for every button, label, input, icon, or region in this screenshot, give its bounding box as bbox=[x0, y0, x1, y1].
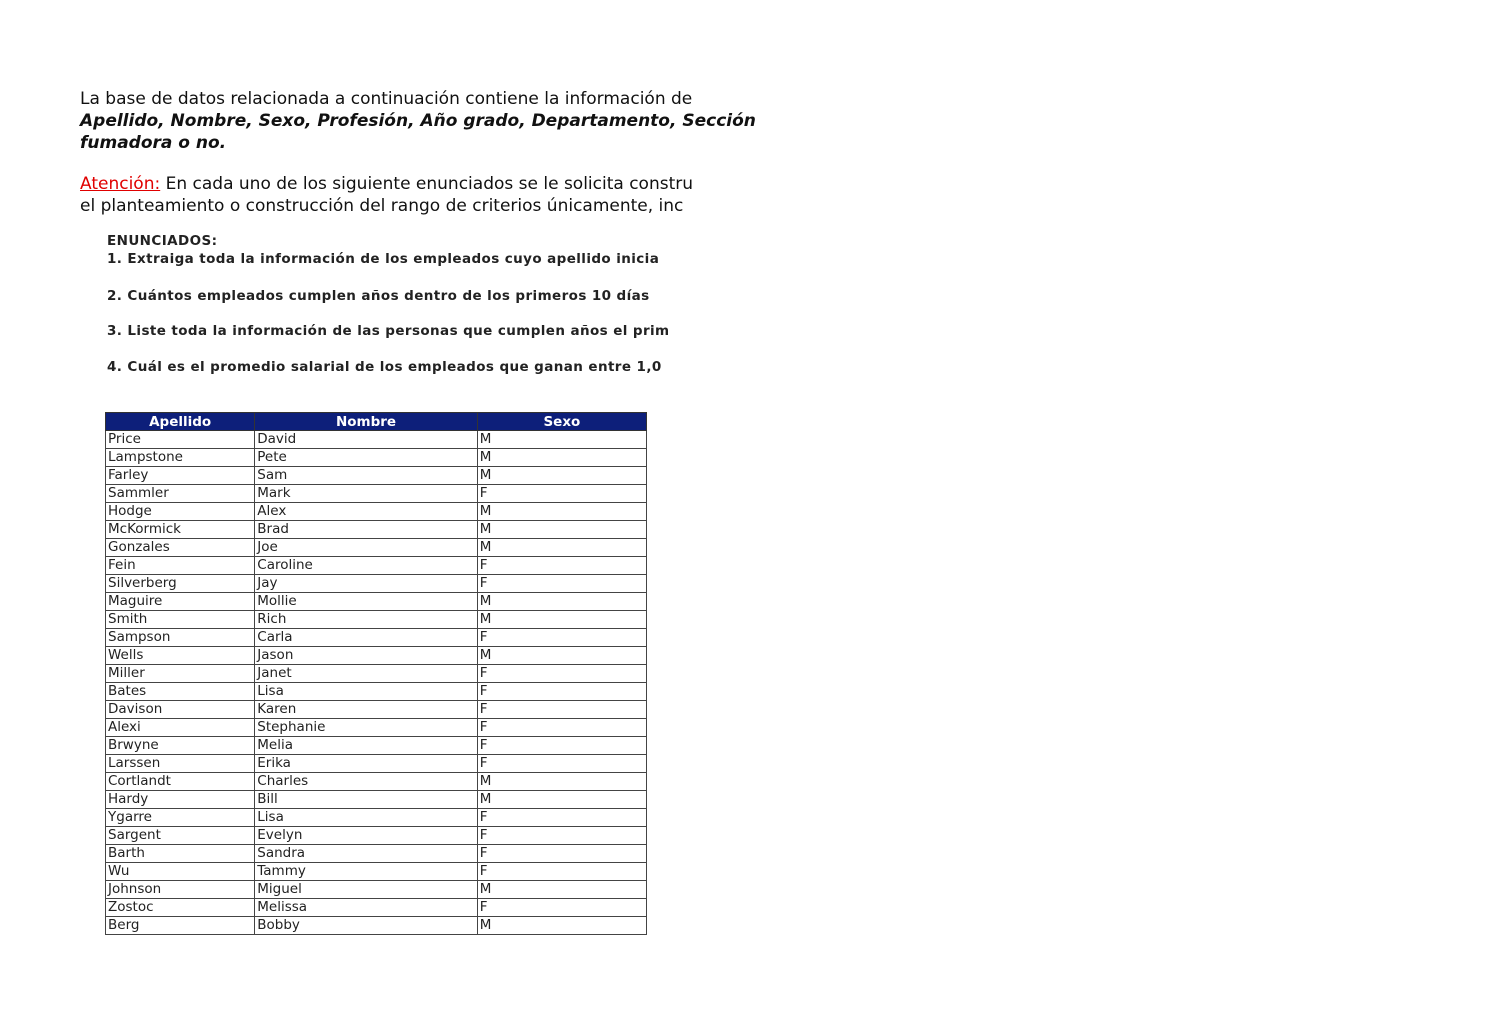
cell-nombre: Lisa bbox=[255, 809, 478, 827]
cell-sexo: M bbox=[477, 539, 646, 557]
table-body bbox=[106, 431, 647, 935]
cell-nombre: Sandra bbox=[255, 845, 478, 863]
cell-apellido: Silverberg bbox=[106, 575, 255, 593]
cell-nombre: Bill bbox=[255, 791, 478, 809]
cell-nombre: Miguel bbox=[255, 881, 478, 899]
intro-line-1: La base de datos relacionada a continuación contiene la información de bbox=[80, 89, 693, 109]
column-header-sexo: Sexo bbox=[477, 413, 646, 431]
cell-sexo: F bbox=[477, 557, 646, 575]
table-row bbox=[106, 917, 647, 935]
table-row bbox=[106, 809, 647, 827]
cell-nombre: Sam bbox=[255, 467, 478, 485]
table-row bbox=[106, 467, 647, 485]
table-row bbox=[106, 827, 647, 845]
cell-apellido: Sammler bbox=[106, 485, 255, 503]
cell-nombre: Evelyn bbox=[255, 827, 478, 845]
attention-label: Atención: bbox=[80, 174, 161, 194]
cell-nombre: Bobby bbox=[255, 917, 478, 935]
cell-apellido: Hodge bbox=[106, 503, 255, 521]
cell-nombre: Jay bbox=[255, 575, 478, 593]
intro-paragraph bbox=[80, 88, 1480, 154]
cell-sexo: M bbox=[477, 449, 646, 467]
cell-apellido: Wells bbox=[106, 647, 255, 665]
cell-nombre: Brad bbox=[255, 521, 478, 539]
table-row bbox=[106, 791, 647, 809]
cell-nombre: Melissa bbox=[255, 899, 478, 917]
table-row bbox=[106, 665, 647, 683]
enunciado-item-1: 1. Extraiga toda la información de los empleados cuyo apellido inicia bbox=[107, 251, 660, 267]
cell-apellido: Davison bbox=[106, 701, 255, 719]
table-row bbox=[106, 593, 647, 611]
enunciados-heading: ENUNCIADOS: bbox=[107, 233, 218, 249]
column-header-nombre: Nombre bbox=[255, 413, 478, 431]
cell-apellido: Berg bbox=[106, 917, 255, 935]
cell-nombre: Joe bbox=[255, 539, 478, 557]
cell-nombre: Tammy bbox=[255, 863, 478, 881]
employees-table bbox=[105, 412, 647, 935]
cell-nombre: Mollie bbox=[255, 593, 478, 611]
table-row bbox=[106, 503, 647, 521]
table-row bbox=[106, 683, 647, 701]
table-row bbox=[106, 431, 647, 449]
table-row bbox=[106, 449, 647, 467]
cell-sexo: M bbox=[477, 431, 646, 449]
cell-sexo: M bbox=[477, 917, 646, 935]
table-row bbox=[106, 611, 647, 629]
cell-apellido: Smith bbox=[106, 611, 255, 629]
cell-nombre: Janet bbox=[255, 665, 478, 683]
cell-apellido: Price bbox=[106, 431, 255, 449]
table-row bbox=[106, 881, 647, 899]
cell-nombre: Charles bbox=[255, 773, 478, 791]
cell-sexo: M bbox=[477, 503, 646, 521]
cell-sexo: M bbox=[477, 611, 646, 629]
cell-apellido: Wu bbox=[106, 863, 255, 881]
cell-nombre: David bbox=[255, 431, 478, 449]
attention-paragraph bbox=[80, 173, 1480, 217]
table-row bbox=[106, 863, 647, 881]
cell-sexo: F bbox=[477, 827, 646, 845]
table-row bbox=[106, 719, 647, 737]
cell-nombre: Karen bbox=[255, 701, 478, 719]
enunciado-item-4: 4. Cuál es el promedio salarial de los empleados que ganan entre 1,0 bbox=[107, 359, 662, 375]
enunciado-item-2: 2. Cuántos empleados cumplen años dentro de los primeros 10 días bbox=[107, 288, 650, 304]
attention-line-1-text: En cada uno de los siguiente enunciados se le solicita constru bbox=[160, 174, 694, 194]
cell-sexo: F bbox=[477, 899, 646, 917]
cell-apellido: Farley bbox=[106, 467, 255, 485]
cell-sexo: F bbox=[477, 683, 646, 701]
cell-apellido: Zostoc bbox=[106, 899, 255, 917]
table-row bbox=[106, 773, 647, 791]
cell-sexo: F bbox=[477, 737, 646, 755]
cell-apellido: Sargent bbox=[106, 827, 255, 845]
attention-line-1 bbox=[80, 173, 1480, 195]
cell-sexo: M bbox=[477, 467, 646, 485]
enunciado-item-3: 3. Liste toda la información de las personas que cumplen años el prim bbox=[107, 323, 670, 339]
cell-sexo: M bbox=[477, 521, 646, 539]
table-header-row bbox=[106, 413, 647, 431]
cell-sexo: M bbox=[477, 791, 646, 809]
table-row bbox=[106, 647, 647, 665]
cell-apellido: Barth bbox=[106, 845, 255, 863]
cell-sexo: F bbox=[477, 863, 646, 881]
cell-sexo: F bbox=[477, 665, 646, 683]
table-row bbox=[106, 521, 647, 539]
cell-apellido: Alexi bbox=[106, 719, 255, 737]
table-row bbox=[106, 485, 647, 503]
cell-nombre: Lisa bbox=[255, 683, 478, 701]
cell-apellido: Bates bbox=[106, 683, 255, 701]
table-row bbox=[106, 755, 647, 773]
cell-apellido: Maguire bbox=[106, 593, 255, 611]
table-row bbox=[106, 575, 647, 593]
column-header-apellido: Apellido bbox=[106, 413, 255, 431]
cell-nombre: Mark bbox=[255, 485, 478, 503]
cell-sexo: F bbox=[477, 809, 646, 827]
cell-sexo: M bbox=[477, 593, 646, 611]
cell-apellido: McKormick bbox=[106, 521, 255, 539]
cell-nombre: Rich bbox=[255, 611, 478, 629]
cell-nombre: Stephanie bbox=[255, 719, 478, 737]
cell-apellido: Sampson bbox=[106, 629, 255, 647]
cell-nombre: Alex bbox=[255, 503, 478, 521]
cell-apellido: Ygarre bbox=[106, 809, 255, 827]
cell-nombre: Jason bbox=[255, 647, 478, 665]
table-row bbox=[106, 629, 647, 647]
cell-apellido: Lampstone bbox=[106, 449, 255, 467]
intro-line-3: fumadora o no. bbox=[80, 133, 227, 153]
table-row bbox=[106, 701, 647, 719]
cell-sexo: F bbox=[477, 485, 646, 503]
cell-apellido: Cortlandt bbox=[106, 773, 255, 791]
table-row bbox=[106, 899, 647, 917]
cell-sexo: F bbox=[477, 701, 646, 719]
cell-sexo: F bbox=[477, 629, 646, 647]
table-row bbox=[106, 557, 647, 575]
cell-sexo: M bbox=[477, 773, 646, 791]
cell-apellido: Larssen bbox=[106, 755, 255, 773]
table-row bbox=[106, 737, 647, 755]
cell-nombre: Caroline bbox=[255, 557, 478, 575]
cell-apellido: Johnson bbox=[106, 881, 255, 899]
cell-apellido: Brwyne bbox=[106, 737, 255, 755]
cell-sexo: F bbox=[477, 845, 646, 863]
intro-line-2: Apellido, Nombre, Sexo, Profesión, Año grado, Departamento, Sección bbox=[80, 111, 756, 131]
cell-sexo: M bbox=[477, 647, 646, 665]
cell-apellido: Miller bbox=[106, 665, 255, 683]
attention-line-2: el planteamiento o construcción del rango de criterios únicamente, inc bbox=[80, 196, 684, 216]
cell-nombre: Melia bbox=[255, 737, 478, 755]
cell-apellido: Gonzales bbox=[106, 539, 255, 557]
cell-sexo: M bbox=[477, 881, 646, 899]
cell-nombre: Erika bbox=[255, 755, 478, 773]
table-row bbox=[106, 845, 647, 863]
table-row bbox=[106, 539, 647, 557]
cell-apellido: Hardy bbox=[106, 791, 255, 809]
cell-sexo: F bbox=[477, 575, 646, 593]
cell-sexo: F bbox=[477, 755, 646, 773]
cell-nombre: Carla bbox=[255, 629, 478, 647]
cell-sexo: F bbox=[477, 719, 646, 737]
cell-apellido: Fein bbox=[106, 557, 255, 575]
cell-nombre: Pete bbox=[255, 449, 478, 467]
